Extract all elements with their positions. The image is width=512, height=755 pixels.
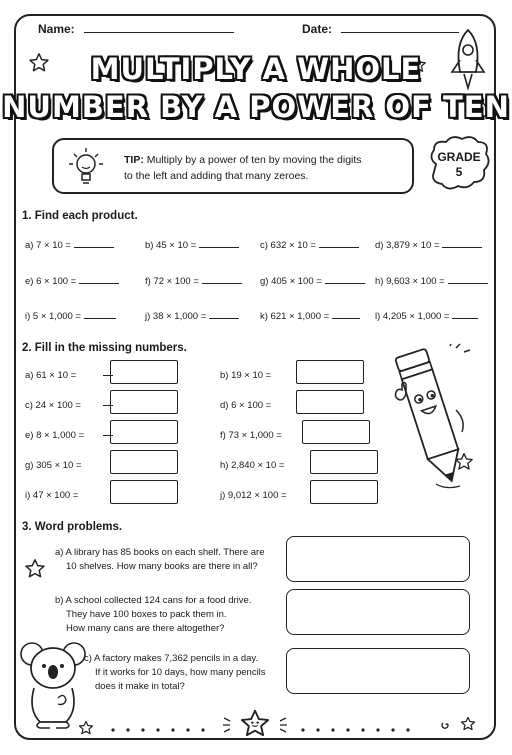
answer-box[interactable] <box>110 450 178 474</box>
problem-2b: b) 19 × 10 = <box>220 370 272 381</box>
problem-2g: g) 305 × 10 = <box>25 460 82 471</box>
word-problem-b: b) A school collected 124 cans for a food drive. They have 100 boxes to pack them in. How many cans are there altogether? <box>55 595 252 634</box>
problem-1d: d) 3,879 × 10 = <box>375 238 482 251</box>
problem-2h: h) 2,840 × 10 = <box>220 460 285 471</box>
answer-blank[interactable] <box>442 238 482 248</box>
sparkle-icon <box>222 714 236 734</box>
tip-text <box>124 152 409 184</box>
answer-blank[interactable] <box>319 238 359 248</box>
name-field[interactable] <box>38 22 234 36</box>
name-line[interactable] <box>84 22 234 33</box>
tip-label: TIP: <box>124 154 144 166</box>
answer-blank[interactable] <box>84 309 116 319</box>
section-1-heading: 1. Find each product. <box>22 210 138 222</box>
smiling-star-icon <box>238 708 272 740</box>
star-icon <box>460 716 476 732</box>
answer-box[interactable] <box>310 450 378 474</box>
page-title-line-1: MULTIPLY A WHOLE <box>90 52 422 86</box>
answer-blank[interactable] <box>448 274 488 284</box>
name-label: Name: <box>38 22 75 36</box>
date-line[interactable] <box>341 22 459 33</box>
answer-blank[interactable] <box>74 238 114 248</box>
problem-2f: f) 73 × 1,000 = <box>220 430 282 441</box>
tip-box <box>52 138 414 194</box>
answer-box[interactable] <box>110 390 178 414</box>
answer-box[interactable] <box>296 360 364 384</box>
answer-blank[interactable] <box>199 238 239 248</box>
problem-2e: e) 8 × 1,000 = <box>25 430 85 441</box>
grade-label: GRADE <box>437 150 481 164</box>
problem-1l: l) 4,205 × 1,000 = <box>375 309 478 322</box>
star-icon <box>78 720 94 736</box>
problem-1h: h) 9,603 × 100 = <box>375 274 488 287</box>
answer-box[interactable] <box>310 480 378 504</box>
star-icon <box>454 452 474 472</box>
koala-icon <box>18 640 88 730</box>
problem-2a: a) 61 × 10 = <box>25 370 77 381</box>
word-problem-c: c) A factory makes 7,362 pencils in a day. If it works for 10 days, how many pencils does it make in total? <box>84 653 266 692</box>
date-field[interactable] <box>302 22 459 36</box>
grade-number: 5 <box>455 165 463 179</box>
section-3-heading: 3. Word problems. <box>22 521 123 533</box>
sparkle-icon <box>274 714 288 734</box>
tip-line-2: to the left and adding that many zeroes. <box>124 170 309 182</box>
answer-box-c[interactable] <box>286 648 470 694</box>
date-label: Date: <box>302 22 333 36</box>
problem-2c: c) 24 × 100 = <box>25 400 81 411</box>
answer-box[interactable] <box>302 420 370 444</box>
problem-1c: c) 632 × 10 = <box>260 238 359 251</box>
problem-2d: d) 6 × 100 = <box>220 400 272 411</box>
problem-1i: i) 5 × 1,000 = <box>25 309 116 322</box>
problem-1f: f) 72 × 100 = <box>145 274 242 287</box>
problem-2j: j) 9,012 × 100 = <box>220 490 287 501</box>
dots-decoration-icon <box>300 727 430 733</box>
answer-box[interactable] <box>110 360 178 384</box>
star-icon <box>24 558 46 580</box>
answer-box[interactable] <box>110 420 178 444</box>
problem-1b: b) 45 × 10 = <box>145 238 239 251</box>
answer-blank[interactable] <box>325 274 365 284</box>
answer-blank[interactable] <box>209 309 239 319</box>
problem-1k: k) 621 × 1,000 = <box>260 309 360 322</box>
answer-blank[interactable] <box>202 274 242 284</box>
answer-box[interactable] <box>296 390 364 414</box>
dots-decoration-icon <box>110 727 210 733</box>
page-title-line-2: NUMBER BY A POWER OF TEN <box>2 90 510 124</box>
section-2-heading: 2. Fill in the missing numbers. <box>22 342 187 354</box>
answer-blank[interactable] <box>79 274 119 284</box>
problem-1a: a) 7 × 10 = <box>25 238 114 251</box>
problem-1e: e) 6 × 100 = <box>25 274 119 287</box>
answer-box-a[interactable] <box>286 536 470 582</box>
answer-blank[interactable] <box>452 309 478 319</box>
swirl-icon <box>440 718 454 732</box>
answer-box-b[interactable] <box>286 589 470 635</box>
answer-box[interactable] <box>110 480 178 504</box>
problem-1g: g) 405 × 100 = <box>260 274 365 287</box>
problem-1j: j) 38 × 1,000 = <box>145 309 239 322</box>
lightbulb-icon <box>66 146 106 188</box>
answer-blank[interactable] <box>332 309 360 319</box>
problem-2i: i) 47 × 100 = <box>25 490 79 501</box>
word-problem-a: a) A library has 85 books on each shelf. There are 10 shelves. How many books are there in all? <box>55 547 265 572</box>
tip-line-1: Multiply by a power of ten by moving the digits <box>146 154 362 166</box>
